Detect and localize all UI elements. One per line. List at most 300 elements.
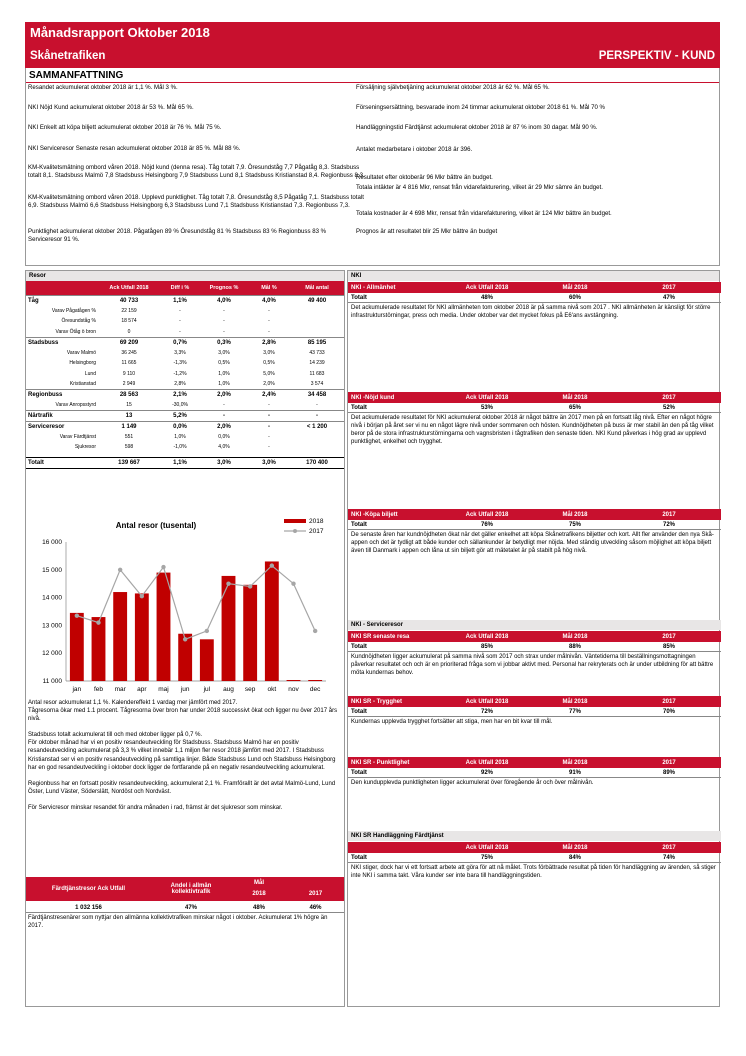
nki-total-label: Totalt xyxy=(351,708,367,715)
resor-row xyxy=(26,295,344,306)
resor-cell: -1,0% xyxy=(173,444,187,451)
nki-block-header xyxy=(348,696,721,707)
resor-cell: 28 563 xyxy=(98,390,160,401)
resor-text-5: För Servicresor minskar resandet för andra månaden i rad, främst är det sjukresor som minskar. xyxy=(28,804,283,811)
y-tick-label: 14 000 xyxy=(42,594,62,602)
nki-total-label: Totalt xyxy=(351,521,367,528)
resor-cell: 1 149 xyxy=(98,421,160,432)
fardtjanst-values xyxy=(26,903,344,913)
resor-cell: 11 665 xyxy=(121,360,137,367)
summary-left-4: KM-Kvalitetsmätning ombord våren 2018. Nöjd kund (denna resa). Tåg totalt 7,9. Öresundståg 7,7 Pågatåg 8,3. Stadsbuss totalt 8,1. Stadsbuss Malmö 7,8 Stadsbuss Helsingborg 7,9 Stadsbuss Lund 8,1 Stadsbuss Kristianstad 8,4. Regionbuss 8,3. xyxy=(28,164,365,179)
resor-text-0: Antal resor ackumulerat 1,1 %. Kalendereffekt 1 vardag mer jämfört med 2017. xyxy=(28,700,238,706)
nki-col-header: Ack Utfall 2018 xyxy=(465,844,509,851)
nki-value: 72% xyxy=(662,521,675,528)
resor-row-label: Stadsbuss xyxy=(26,337,98,348)
nki-block xyxy=(348,696,721,727)
summary-right-4: Resultatet efter oktoberär 96 Mkr bättre än budget. xyxy=(356,174,493,181)
resor-cell: 3,3% xyxy=(174,349,186,356)
nki-total-row xyxy=(348,707,721,717)
nki-value: 74% xyxy=(662,854,675,861)
bar-2018 xyxy=(222,576,236,681)
summary-left-6: Punktlighet ackumulerat oktober 2018. Pågatågen 89 % Öresundståg 81 % Stadsbuss 83 % Regionbuss 83 % Serviceresor 91 %. xyxy=(28,228,327,243)
legend-point-2017 xyxy=(293,529,297,533)
resor-cell: 15 xyxy=(126,402,132,408)
nki-comment: De senaste åren har kundnöjdheten ökat när det gäller enkelhet att köpa Skånetrafikens biljetter och kort. Allt fler använder den nya Skå-appen och det är tydligt att både kunder och sällankunder är betydligt mer nöjda. Med ständig utveckling såsom möjlighet att köpa biljett även till Danmark i appen och låna ut sin biljett gör att mätetalet är på stabilt på hög nivå. xyxy=(351,532,714,555)
nki-col-header: Mål 2018 xyxy=(562,844,588,851)
resor-cell: 43 733 xyxy=(309,349,325,356)
resor-cell: 2,8% xyxy=(248,337,290,348)
resor-cell: 551 xyxy=(124,433,134,440)
resor-row-label: Varav Pågatågen % xyxy=(51,307,96,314)
resor-row xyxy=(26,306,344,317)
org-name: Skånetrafiken xyxy=(30,50,106,62)
resor-cell: 170 400 xyxy=(290,458,344,469)
bar-2018 xyxy=(113,592,127,681)
nki-value: 85% xyxy=(480,643,493,650)
nki-total-row xyxy=(348,853,721,863)
resor-cell: 22 159 xyxy=(121,307,137,314)
resor-cell: - xyxy=(268,444,270,451)
point-2017 xyxy=(205,629,209,633)
fardtjanst-v4: 46% xyxy=(309,904,322,911)
resor-cell xyxy=(290,432,344,443)
resor-cell xyxy=(290,327,344,338)
nki-value: 52% xyxy=(662,404,675,411)
nki-col-header: Ack Utfall 2018 xyxy=(465,511,509,518)
nki-value: 65% xyxy=(568,404,581,411)
resor-text-2: Stadsbuss totalt ackumulerat till och med oktober ligger på 0,7 %. xyxy=(28,732,203,739)
resor-cell: - xyxy=(223,318,225,325)
resor-cell xyxy=(290,306,344,317)
resor-cell: 49 400 xyxy=(290,295,344,306)
nki-col-header: Mål 2018 xyxy=(562,511,588,518)
resor-row-label: Helsingborg xyxy=(69,360,96,367)
chart-title: Antal resor (tusental) xyxy=(115,521,197,530)
nki-value: 76% xyxy=(480,521,493,528)
resor-cell: 0,3% xyxy=(200,337,248,348)
resor-cell: 18 574 xyxy=(121,318,137,325)
nki-value: 75% xyxy=(568,521,581,528)
x-tick-label: apr xyxy=(137,686,147,693)
nki-comment: Det ackumulerade resultatet för NKI ackumulerat oktober 2018 är något bättre än 2017 men på en fortsatt låg nivå. Efter en något högre nivå i början på året ser vi nu en något lägre nivå under sommaren och hösten. Kundnöjdheten på buss är mer stabil än den på tåg vilket beror på de stora infrastrukturstörningarna och vagnsbristen i tågtrafiken den senaste tiden. NKI Kund påverkas i hög grad av upplevd punktlighet, enkelhet och trygghet. xyxy=(351,415,714,446)
fardtjanst-h2: Andel i allmän kollektivtrafik xyxy=(170,883,212,895)
nki-value: 88% xyxy=(568,643,581,650)
x-tick-label: jun xyxy=(180,686,190,693)
nki-block-header xyxy=(348,392,721,403)
fardtjanst-v3: 48% xyxy=(252,904,265,911)
nki-total-label: Totalt xyxy=(351,404,367,411)
nki-value: 85% xyxy=(662,643,675,650)
point-2017 xyxy=(270,563,274,567)
resor-cell: 2,0% xyxy=(263,381,275,387)
resor-cell: - xyxy=(179,328,181,335)
resor-cell: 11 683 xyxy=(309,370,325,377)
nki-comment: Kundernas upplevda trygghet fortsätter att stiga, men har en bit kvar till mål. xyxy=(351,719,553,725)
resor-row-label: Närtrafik xyxy=(26,411,98,422)
resor-cell: 598 xyxy=(124,444,134,451)
resor-cell: - xyxy=(223,402,225,408)
resor-row-label: Tåg xyxy=(26,295,98,306)
resor-cell: 3,0% xyxy=(218,349,230,356)
nki-comment: Kundnöjdheten ligger ackumulerat på samma nivå som 2017 och strax under målnivån. Väntetiderna till beställningsmottagningen påverkar resultatet och och är en prioriterad fråga som vi jobbar aktivt med. Personal har rekryterats och är under utbildning för att bättre möta kundernas behov. xyxy=(351,654,714,677)
resor-cell: 36 245 xyxy=(121,349,137,356)
nki-comment: Det ackumulerade resultatet för NKI allmänheten tom oktober 2018 är på samma nivå som 2017 . NKI allmänheten är känsligt för större infrastrukturstörningar, press och media. Under oktober var det mycket fokus på E6'ans avstängning. xyxy=(351,305,711,320)
resor-cell: - xyxy=(200,411,248,422)
resor-table-header xyxy=(26,281,344,295)
nki-col-header: 2017 xyxy=(662,698,676,705)
resor-cell: 0 xyxy=(127,328,131,335)
resor-cell: -30,0% xyxy=(172,402,188,408)
nki-block-label: NKI -Köpa biljett xyxy=(351,511,398,518)
resor-cell: 2,0% xyxy=(200,390,248,401)
summary-right-7: Prognos är att resultatet blir 25 Mkr bättre än budget xyxy=(356,228,498,235)
nki-value: 89% xyxy=(662,769,675,776)
nki-block-header xyxy=(348,842,721,853)
x-tick-label: jul xyxy=(203,686,211,693)
nki-col-header: 2017 xyxy=(662,511,676,518)
resor-col-header: Mål % xyxy=(248,281,290,295)
nki-total-row xyxy=(348,520,721,530)
resor-cell: 3,0% xyxy=(200,458,248,469)
resor-cell: 13 xyxy=(98,411,160,422)
fardtjanst-v1: 1 032 156 xyxy=(75,904,102,911)
resor-cell: 1,0% xyxy=(218,370,230,377)
report-header xyxy=(25,22,720,68)
nki-col-header: 2017 xyxy=(662,844,676,851)
resor-cell: - xyxy=(179,318,181,325)
chart-svg xyxy=(26,514,344,699)
point-2017 xyxy=(161,565,165,569)
resor-cell: 1,1% xyxy=(160,295,200,306)
resor-cell: - xyxy=(268,328,270,335)
fardtjanst-block xyxy=(26,877,344,930)
resor-row-label: Varav Ötåg ö bron xyxy=(55,328,96,335)
resor-cell: - xyxy=(268,307,270,314)
nki-block-label: NKI - Allmänhet xyxy=(351,284,396,291)
resor-cell: - xyxy=(268,402,270,408)
perspective-label: PERSPEKTIV - KUND xyxy=(598,50,715,62)
nki-col-header: 2017 xyxy=(662,284,676,291)
summary-right-0: Försäljning självbetjäning ackumulerat oktober 2018 är 62 %. Mål 65 %. xyxy=(356,84,550,91)
nki-block-label: NKI SR - Trygghet xyxy=(351,698,403,705)
nki-block xyxy=(348,392,721,447)
nki-value: 60% xyxy=(568,294,581,301)
fardtjanst-h1: Färdtjänstresor Ack Utfall xyxy=(51,886,126,892)
resor-cell: 85 195 xyxy=(290,337,344,348)
bar-2018 xyxy=(243,585,257,681)
nki-band: NKI xyxy=(348,271,719,281)
resor-cell: 3,0% xyxy=(248,458,290,469)
x-tick-label: nov xyxy=(288,686,299,693)
resor-cell xyxy=(290,316,344,327)
point-2017 xyxy=(291,582,295,586)
nki-value: 75% xyxy=(480,854,493,861)
fardtjanst-y2: 2017 xyxy=(308,891,323,897)
point-2017 xyxy=(118,568,122,572)
line-2017 xyxy=(77,566,315,640)
y-tick-label: 11 000 xyxy=(42,678,62,685)
resor-row-label: Serviceresor xyxy=(26,421,98,432)
resor-cell: 0,7% xyxy=(160,337,200,348)
bar-2018 xyxy=(157,573,171,681)
nki-group-title: NKI SR Handläggning Färdtjänst xyxy=(348,831,721,841)
resor-row xyxy=(26,400,344,411)
resor-cell: - xyxy=(316,402,318,408)
summary-section xyxy=(25,68,720,266)
nki-block-label: NKI SR senaste resa xyxy=(351,633,410,640)
resor-row xyxy=(26,421,344,432)
x-tick-label: sep xyxy=(244,686,256,693)
resor-cell: 40 733 xyxy=(98,295,160,306)
nki-block-label: NKI -Nöjd kund xyxy=(351,394,395,401)
nki-col-header: 2017 xyxy=(662,394,676,401)
nki-col-header: Mål 2018 xyxy=(562,394,588,401)
x-tick-label: feb xyxy=(93,686,104,693)
nki-total-row xyxy=(348,768,721,778)
nki-block xyxy=(348,831,721,881)
nki-value: 70% xyxy=(662,708,675,715)
nki-total-row xyxy=(348,642,721,652)
summary-left-0: Resandet ackumulerat oktober 2018 är 1,1 %. Mål 3 %. xyxy=(28,84,178,91)
nki-block-header xyxy=(348,757,721,768)
point-2017 xyxy=(248,584,252,588)
nki-total-label: Totalt xyxy=(351,769,367,776)
resor-row xyxy=(26,358,344,369)
resor-cell: -1,3% xyxy=(173,360,187,367)
summary-left-3: NKI Serviceresor Senaste resan ackumulerat oktober 2018 är 85 %. Mål 88 %. xyxy=(28,145,241,152)
point-2017 xyxy=(226,582,230,586)
resor-cell: 5,2% xyxy=(160,411,200,422)
resor-col-header: Ack Utfall 2018 xyxy=(98,281,160,295)
resor-cell: 2,1% xyxy=(160,390,200,401)
point-2017 xyxy=(96,620,100,624)
fardtjanst-text: Färdtjänstresenärer som nyttjar den allmänna kollektivtrafiken minskar något i oktober. Ackumulerat 1% högre än 2017. xyxy=(28,915,328,930)
resor-col-header xyxy=(26,281,98,295)
y-tick-label: 16 000 xyxy=(42,539,62,546)
nki-col-header: Mål 2018 xyxy=(562,284,588,291)
resor-cell: 69 209 xyxy=(98,337,160,348)
nki-col-header: Ack Utfall 2018 xyxy=(465,284,509,291)
resor-cell: 0,0% xyxy=(218,433,230,440)
point-2017 xyxy=(140,594,144,598)
resor-row xyxy=(26,337,344,348)
resor-cell: 0,5% xyxy=(218,360,230,367)
legend-swatch-2018 xyxy=(284,519,306,523)
bar-2018 xyxy=(92,617,106,681)
x-tick-label: maj xyxy=(158,686,169,693)
resor-cell: 9 110 xyxy=(122,370,136,377)
nki-total-label: Totalt xyxy=(351,643,367,650)
resor-cell: 3,0% xyxy=(263,349,275,356)
nki-block xyxy=(348,509,721,556)
nki-block-label: NKI SR - Punktlighet xyxy=(351,759,410,766)
resor-cell: - xyxy=(268,433,270,440)
resor-cell: < 1 200 xyxy=(290,421,344,432)
nki-col-header: Ack Utfall 2018 xyxy=(465,759,509,766)
resor-row xyxy=(26,369,344,380)
resor-row-label: Regionbuss xyxy=(26,390,98,401)
resor-cell: 1,0% xyxy=(218,381,230,387)
resor-column xyxy=(25,270,345,1007)
resor-cell: 2,4% xyxy=(248,390,290,401)
resor-row xyxy=(26,379,344,390)
summary-left-5: KM-Kvalitetsmätning ombord våren 2018. Upplevd punktlighet. Tåg totalt 7,8. Öresundståg 8,5 Pågatåg 7,1. Stadsbuss totalt 6,9. Stadsbuss Malmö 6,6 Stadsbuss Helsingborg 6,3 Stadsbuss Lund 7,1 Stadsbuss Kristianstad 7,3. Regionbuss 7,3. xyxy=(28,194,364,209)
resor-cell: 1,0% xyxy=(174,433,186,440)
fardtjanst-h3: Mål xyxy=(253,880,264,886)
resor-cell: -1,2% xyxy=(173,370,187,377)
nki-col-header: Ack Utfall 2018 xyxy=(465,633,509,640)
resor-cell: 34 458 xyxy=(290,390,344,401)
resor-cell: 5,0% xyxy=(263,370,275,377)
x-tick-label: jan xyxy=(72,686,82,693)
resor-texts xyxy=(26,699,344,812)
summary-right-2: Handläggningstid Färdtjänst ackumulerat oktober 2018 är 87 % inom 30 dagar. Mål 90 %. xyxy=(356,124,598,131)
resor-text-1: Tågresorna ökar med 1.1 procent. Tågresorna över bron har under 2018 successivt ökat och ligger nu över 2017 års nivå. xyxy=(28,708,338,723)
point-2017 xyxy=(313,629,317,633)
resor-row xyxy=(26,458,344,469)
nki-block-header xyxy=(348,509,721,520)
summary-right-1: Förseningsersättning, besvarade inom 24 timmar ackumulerat oktober 2018 61 %. Mål 70 % xyxy=(356,104,605,111)
resor-cell: 139 667 xyxy=(98,458,160,469)
summary-left-2: NKI Enkelt att köpa biljett ackumulerat oktober 2018 är 76 %. Mål 75 %. xyxy=(28,124,222,131)
resor-cell: 1,1% xyxy=(160,458,200,469)
resor-text-4: Regionbuss har en fortsatt positiv resandeutveckling, ackumulerat 2,1 %. Framförallt är det avtal Malmö-Lund, Lund Öster, Lund Väster, Söderslätt, Nordöst och Nordväst. xyxy=(28,780,336,795)
resor-row-label: Kristianstad xyxy=(69,381,96,387)
summary-divider xyxy=(26,82,719,83)
nki-total-label: Totalt xyxy=(351,854,367,861)
resor-cell: - xyxy=(248,421,290,432)
resor-cell: 3 574 xyxy=(310,381,324,387)
nki-comment: Den kundupplevda punktligheten ligger ackumulerat över föregående år och över målnivån. xyxy=(351,780,594,786)
nki-col-header: 2017 xyxy=(662,633,676,640)
resor-chart xyxy=(26,514,344,699)
legend-label-2017: 2017 xyxy=(309,528,324,535)
resor-cell: 2 949 xyxy=(122,381,136,387)
nki-col-header: Mål 2018 xyxy=(562,759,588,766)
fardtjanst-goal-header xyxy=(231,877,344,901)
x-tick-label: dec xyxy=(309,686,321,693)
resor-row xyxy=(26,390,344,401)
summary-left-1: NKI Nöjd Kund ackumulerat oktober 2018 är 53 %. Mål 65 %. xyxy=(28,104,194,111)
resor-cell: - xyxy=(268,318,270,325)
resor-cell: 2,8% xyxy=(174,381,186,387)
nki-block xyxy=(348,282,721,321)
resor-row-label: Lund xyxy=(84,370,96,377)
bar-2018 xyxy=(200,639,214,681)
resor-row-label: Sjukresor xyxy=(74,444,96,451)
nki-comment: NKI stiger, dock har vi ett fortsatt arbete att göra för att nå målet. Trots förbättrade resultat på tiden för handläggning av ärenden, så stiger inte NKI i samma takt. Våra kunder ser inte bara till handläggningstiden. xyxy=(351,865,716,880)
nki-value: 47% xyxy=(662,294,675,301)
fardtjanst-y1: 2018 xyxy=(252,891,266,897)
nki-value: 77% xyxy=(568,708,581,715)
nki-col-header: Ack Utfall 2018 xyxy=(465,394,509,401)
resor-cell: - xyxy=(223,307,225,314)
nki-value: 53% xyxy=(480,404,493,411)
resor-row-label: Varav Anropsstyrd xyxy=(55,402,96,408)
nki-value: 48% xyxy=(480,294,493,301)
resor-band: Resor xyxy=(26,271,344,281)
resor-cell: 4,0% xyxy=(218,444,230,451)
resor-cell: 2,0% xyxy=(200,421,248,432)
nki-block xyxy=(348,620,721,678)
nki-value: 92% xyxy=(480,769,493,776)
resor-row xyxy=(26,327,344,338)
summary-right-5: Totala intäkter är 4 816 Mkr, rensat från vidarefakturering, vilket är 29 Mkr sämre än budget. xyxy=(356,184,603,191)
fardtjanst-header xyxy=(26,877,344,901)
resor-cell: 4,0% xyxy=(248,295,290,306)
resor-cell: 14 239 xyxy=(309,360,325,367)
nki-block-header xyxy=(348,631,721,642)
nki-block-header xyxy=(348,282,721,293)
bar-2018 xyxy=(287,680,301,681)
nki-total-row xyxy=(348,403,721,413)
legend-label-2018: 2018 xyxy=(309,518,324,525)
x-tick-label: mar xyxy=(114,686,126,693)
nki-total-label: Totalt xyxy=(351,294,367,301)
nki-col-header: Mål 2018 xyxy=(562,633,588,640)
y-tick-label: 12 000 xyxy=(42,650,62,658)
resor-row xyxy=(26,432,344,443)
summary-right-6: Totala kostnader är 4 698 Mkr, rensat från vidarefakturering, vilket är 124 Mkr bättre än budget. xyxy=(356,210,612,217)
resor-cell: - xyxy=(223,328,225,335)
bar-2018 xyxy=(135,593,149,681)
resor-row-label: Öresundståg % xyxy=(61,318,96,325)
nki-value: 72% xyxy=(480,708,493,715)
resor-col-header: Prognos % xyxy=(200,281,248,295)
nki-value: 84% xyxy=(568,854,581,861)
resor-cell: - xyxy=(290,411,344,422)
summary-title: SAMMANFATTNING xyxy=(29,70,124,81)
resor-row-label: Varav Malmö xyxy=(66,349,96,356)
resor-row xyxy=(26,411,344,422)
resor-cell: 0,5% xyxy=(263,360,275,367)
bar-2018 xyxy=(265,561,279,681)
bar-2018 xyxy=(308,680,322,681)
resor-col-header: Diff i % xyxy=(160,281,200,295)
resor-row-label: Totalt xyxy=(26,458,98,469)
resor-row-label: Varav Färdtjänst xyxy=(59,433,96,440)
resor-row xyxy=(26,316,344,327)
fardtjanst-v2: 47% xyxy=(184,904,197,911)
nki-block xyxy=(348,757,721,788)
resor-text-3: För oktober månad har vi en positiv resandeutveckling för Stadsbuss. Stadsbuss Malmö har en positiv resandeutveckling ackumulerat på 3,3 % vilket innebär 1,1 miljon fler resor 2018 jämfört med 2017. I Stadsbuss Kristianstad ser vi en positiv resandeutveckling på samtliga linjer. Både Stadsbuss Lund och Stadsbuss Helsingborg har en god resandeutveckling i oktober dock ligger de fortfarande på en negativ resandeutveckling ackumulerat. xyxy=(28,740,336,771)
point-2017 xyxy=(75,613,79,617)
resor-cell: 0,0% xyxy=(160,421,200,432)
x-tick-label: aug xyxy=(223,686,234,693)
nki-col-header: 2017 xyxy=(662,759,676,766)
report-title: Månadsrapport Oktober 2018 xyxy=(30,25,210,40)
resor-col-header: Mål antal xyxy=(290,281,344,295)
x-tick-label: okt xyxy=(267,686,277,693)
bar-2018 xyxy=(70,613,84,681)
resor-row xyxy=(26,442,344,453)
resor-cell xyxy=(290,442,344,453)
y-tick-label: 15 000 xyxy=(42,566,62,574)
resor-row xyxy=(26,348,344,359)
point-2017 xyxy=(183,637,187,641)
summary-right-3: Antalet medarbetare i oktober 2018 är 396. xyxy=(356,146,473,153)
resor-cell: - xyxy=(248,411,290,422)
nki-value: 91% xyxy=(568,769,581,776)
resor-cell: - xyxy=(179,307,181,314)
nki-col-header: Mål 2018 xyxy=(562,698,588,705)
resor-cell: 4,0% xyxy=(200,295,248,306)
nki-column xyxy=(347,270,720,1007)
y-tick-label: 13 000 xyxy=(42,622,62,630)
nki-col-header: Ack Utfall 2018 xyxy=(465,698,509,705)
nki-total-row xyxy=(348,293,721,303)
resor-table xyxy=(26,281,344,469)
